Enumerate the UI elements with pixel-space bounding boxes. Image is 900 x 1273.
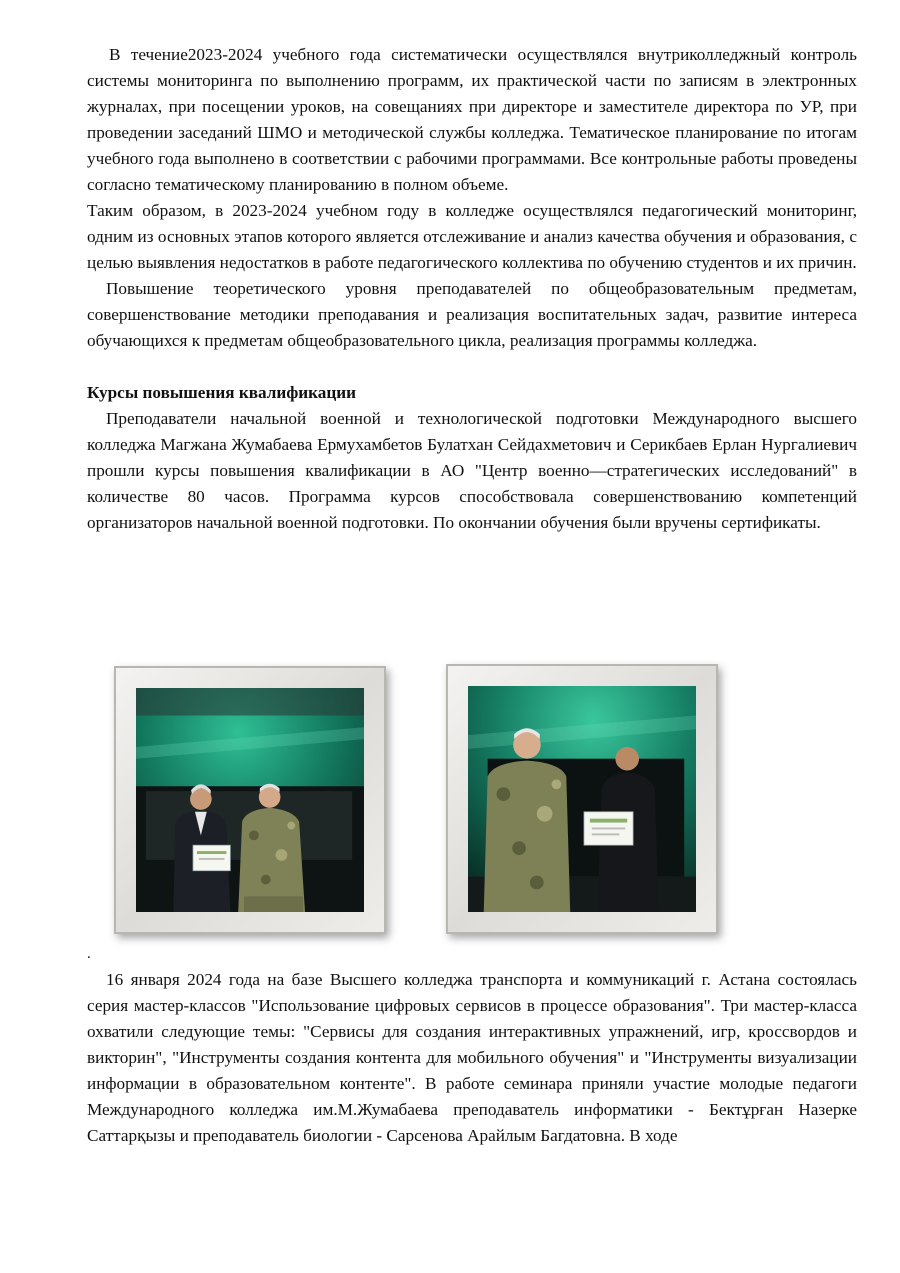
photo-gallery <box>0 664 900 938</box>
certificate-ceremony-photo-icon <box>136 688 364 912</box>
paragraph-courses: Преподаватели начальной военной и технологической подготовки Международного высшего колледжа Магжана Жумабаева Ермухамбетов Булатхан Сейдахметович и Серикбаев Ерлан Нургалиевич прошли курсы повышения квалификации в АО "Центр военно—стратегических исследований" в количестве 80 часов. Программа курсов способствовала совершенствованию компетенций организаторов начальной военной подготовки. По окончании обучения были вручены сертификаты. <box>87 409 857 532</box>
photo-frame-2 <box>446 664 718 934</box>
certificate-ceremony-photo-icon <box>468 686 696 912</box>
separator-dot: . <box>87 946 91 962</box>
paragraph-monitoring: В течение2023-2024 учебного года систематически осуществлялся внутриколледжный контроль системы мониторинга по выполнению программ, их практической части по записям в электронных журналах, при посещении уроков, на совещаниях при директоре и заместителе директора по УР, при проведении заседаний ШМО и методической службы колледжа. Тематическое планирование по итогам учебного года выполнено в соответствии с рабочими программами. Все контрольные работы проведены согласно тематическому планированию в полном объеме. <box>87 45 857 194</box>
paragraph-goals: Повышение теоретического уровня преподавателей по общеобразовательным предметам, совершенствование методики преподавания и реализация воспитательных задач, развитие интереса обучающихся к предметам общеобразовательного цикла, реализация программы колледжа. <box>87 279 857 350</box>
paragraph-master-classes: 16 января 2024 года на базе Высшего колледжа транспорта и коммуникаций г. Астана состоялась серия мастер-классов "Использование цифровых сервисов в процессе образования". Три мастер-класса охватили следующие темы: "Сервисы для создания интерактивных упражнений, игр, кроссвордов и викторин", "Инструменты создания контента для мобильного обучения" и "Инструменты визуализации информации в образовательном контенте". В работе семинара приняли участие молодые педагоги Международного колледжа им.М.Жумабаева преподаватель информатики - Бектұрған Назерке Саттарқызы и преподаватель биологии - Сарсенова Арайлым Багдатовна. В ходе <box>87 970 857 1145</box>
document-body <box>87 42 857 536</box>
document-body-continued <box>87 967 857 1149</box>
section-heading: Курсы повышения квалификации <box>87 383 357 402</box>
photo-frame-1 <box>114 666 386 934</box>
paragraph-conclusion: Таким образом, в 2023-2024 учебном году в колледже осуществлялся педагогический мониторинг, одним из основных этапов которого является отслеживание и анализ качества обучения и образования, с целью выявления недостатков в работе педагогического коллектива по обучению студентов и их причин. <box>87 201 857 272</box>
